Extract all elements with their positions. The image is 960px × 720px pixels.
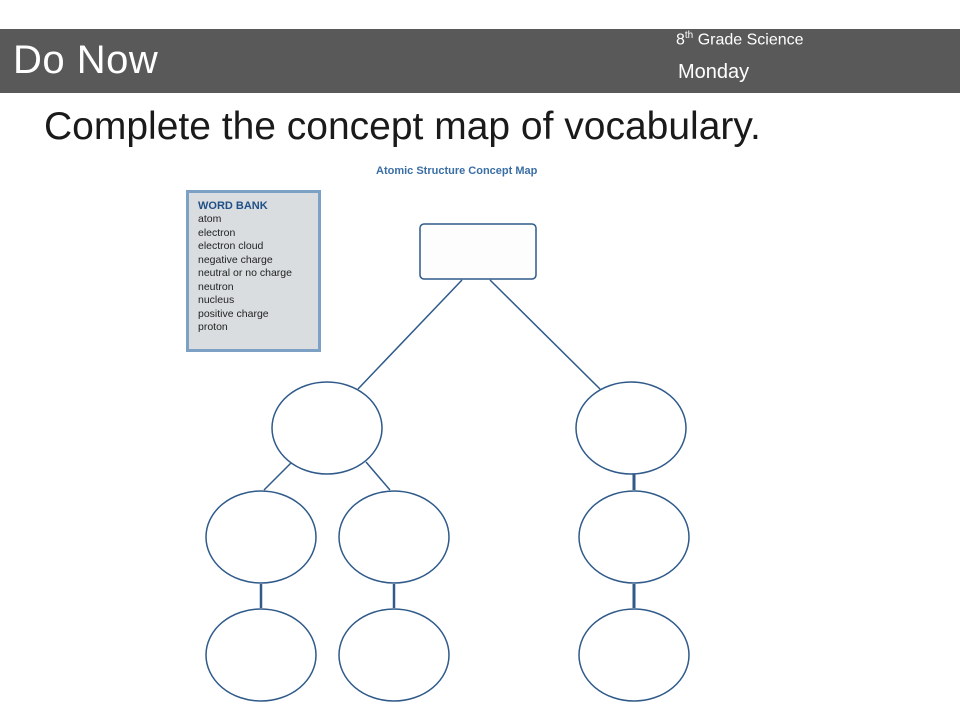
day-label: Monday: [678, 61, 750, 83]
concept-node: [206, 491, 316, 583]
connector-line: [490, 280, 600, 389]
page-title: Do Now: [13, 38, 159, 82]
word-bank-item: neutron: [198, 280, 234, 293]
word-bank-item: nucleus: [198, 294, 235, 306]
word-bank-item: electron: [198, 226, 236, 239]
concept-node: [579, 491, 689, 583]
course-label: [676, 30, 804, 49]
concept-node: [576, 382, 686, 474]
concept-node: [579, 609, 689, 701]
word-bank-item: positive charge: [198, 307, 269, 320]
word-bank-item: electron cloud: [198, 240, 264, 252]
course-grade: 8: [676, 31, 685, 49]
word-bank-item: negative charge: [198, 253, 273, 266]
word-bank-item: proton: [198, 321, 228, 333]
concept-node-box: [420, 224, 536, 279]
concept-node: [206, 609, 316, 701]
concept-node: [339, 491, 449, 583]
word-bank-item: neutral or no charge: [198, 267, 292, 279]
course-grade-suffix: th: [684, 30, 694, 41]
word-bank-item: atom: [198, 213, 222, 225]
concept-map-title: Atomic Structure Concept Map: [376, 165, 538, 177]
connector-line: [358, 280, 462, 389]
concept-node: [272, 382, 382, 474]
word-bank-title: WORD BANK: [198, 200, 268, 212]
connector-line: [264, 462, 292, 490]
word-bank: [186, 190, 321, 352]
instruction-text: Complete the concept map of vocabulary.: [44, 105, 761, 148]
concept-node: [339, 609, 449, 701]
connector-line: [366, 462, 390, 490]
course-subject: Grade Science: [693, 31, 804, 49]
